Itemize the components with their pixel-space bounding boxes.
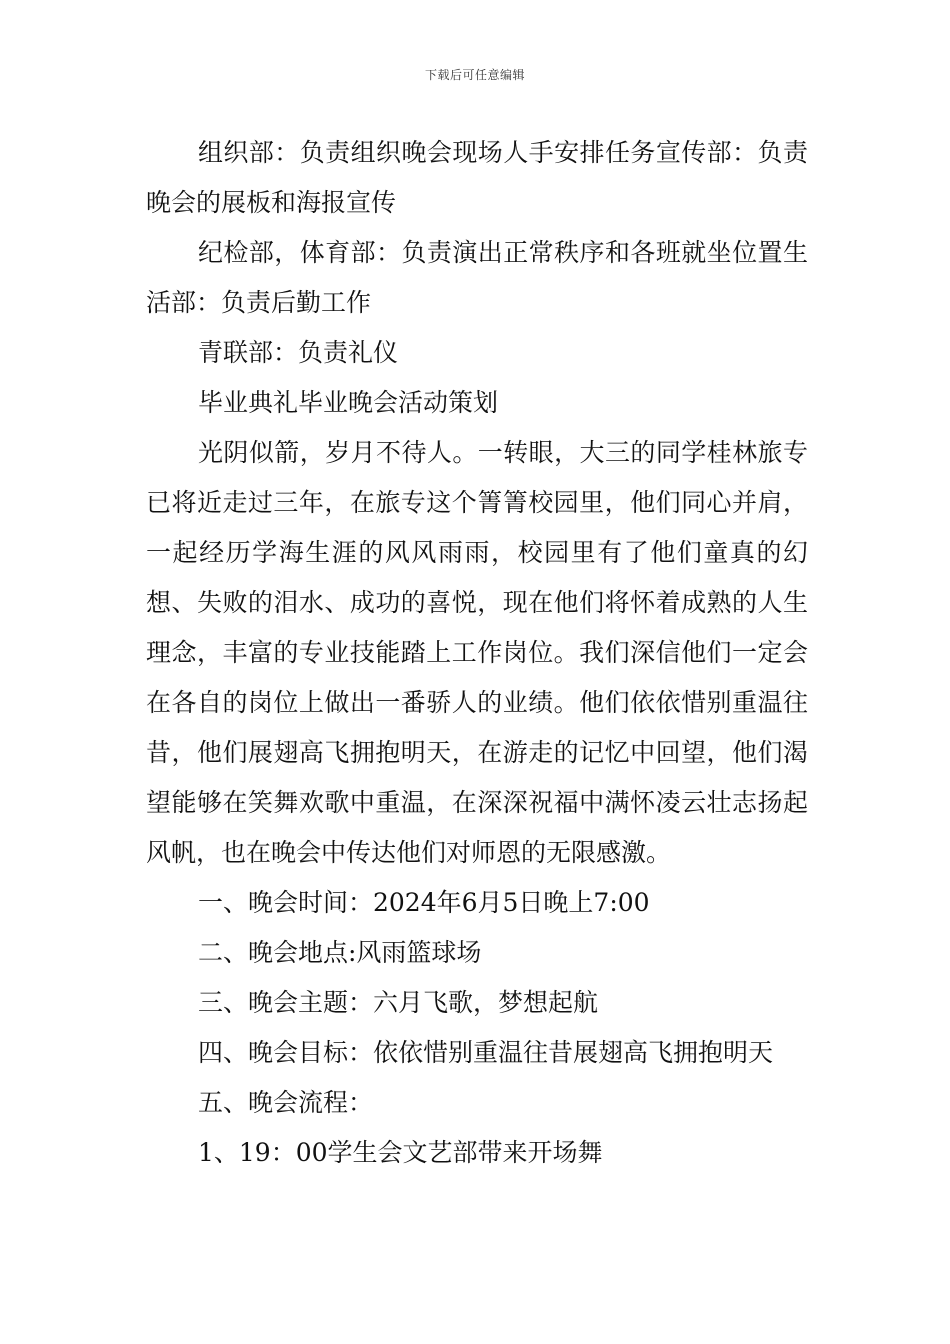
list-item-goal: 四、晚会目标：依依惜别重温往昔展翅高飞拥抱明天	[198, 1038, 774, 1067]
paragraph-departments-discipline: 纪检部，体育部：负责演出正常秩序和各班就坐位置生活部：负责后勤工作	[146, 238, 808, 317]
list-item-location: 二、晚会地点:风雨篮球场	[198, 938, 482, 967]
section-title: 毕业典礼毕业晚会活动策划	[198, 388, 499, 417]
page-header-note: 下载后可任意编辑	[424, 68, 525, 82]
document-body	[146, 128, 808, 1178]
list-item-theme: 三、晚会主题：六月飞歌，梦想起航	[198, 988, 599, 1017]
paragraph-introduction: 光阴似箭，岁月不待人。一转眼，大三的同学桂林旅专已将近走过三年，在旅专这个箐箐校园里，他们同心并肩，一起经历学海生涯的风风雨雨，校园里有了他们童真的幻想、失败的泪水、成功的喜悦，现在他们将怀着成熟的人生理念，丰富的专业技能踏上工作岗位。我们深信他们一定会在各自的岗位上做出一番骄人的业绩。他们依依惜别重温往昔，他们展翅高飞拥抱明天，在游走的记忆中回望，他们渴望能够在笑舞欢歌中重温，在深深祝福中满怀凌云壮志扬起风帆，也在晚会中传达他们对师恩的无限感激。	[146, 438, 808, 867]
paragraph-departments-youth: 青联部：负责礼仪	[198, 338, 399, 367]
paragraph-departments-organization: 组织部：负责组织晚会现场人手安排任务宣传部：负责晚会的展板和海报宣传	[146, 138, 808, 217]
list-item-process: 五、晚会流程：	[198, 1088, 374, 1117]
list-item-process-step-1: 1、19：00学生会文艺部带来开场舞	[198, 1138, 603, 1167]
list-item-time: 一、晚会时间：2024年6月5日晚上7:00	[198, 888, 650, 917]
